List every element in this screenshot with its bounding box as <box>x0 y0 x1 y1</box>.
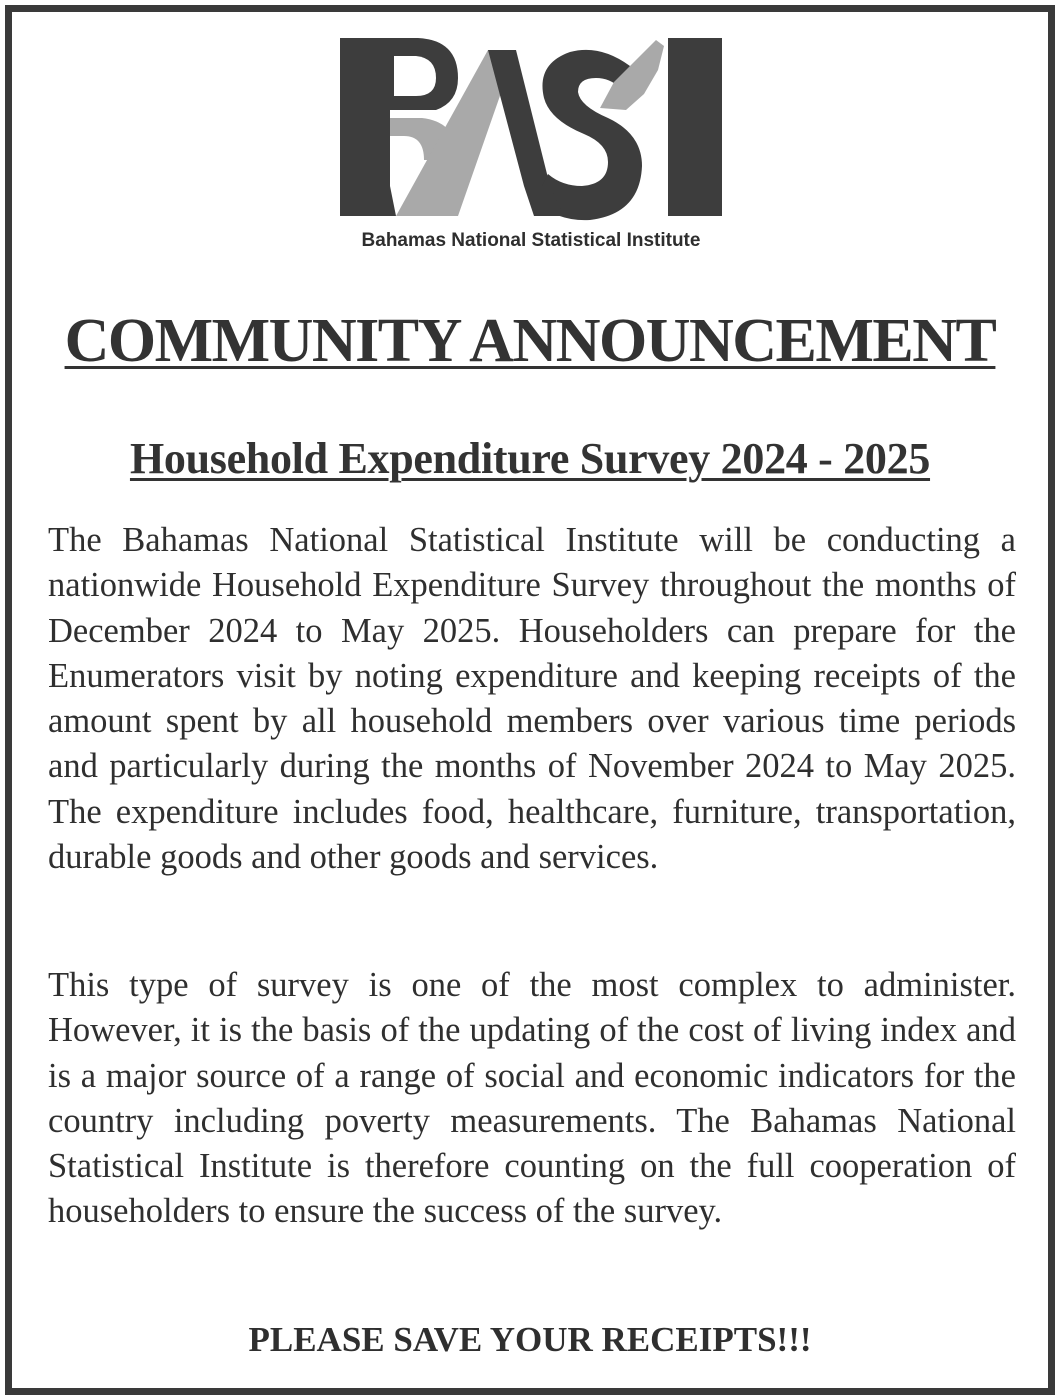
announcement-title-text: COMMUNITY ANNOUNCEMENT <box>64 307 996 375</box>
body-paragraph-2: This type of survey is one of the most complex to administer. However, it is the basis of the updating of the cost of living index and is a major source of a range of social and economic indicators for the country including poverty measurements. The Bahamas National Statistical Institute is therefore counting on the full cooperation of householders to ensure the success of the survey. <box>48 966 1016 1231</box>
logo-letter-i <box>668 38 722 216</box>
closing-callout: PLEASE SAVE YOUR RECEIPTS!!! <box>248 1320 812 1359</box>
basi-logo-mark <box>338 36 724 226</box>
logo-caption: Bahamas National Statistical Institute <box>361 230 701 251</box>
announcement-title <box>0 305 1060 377</box>
survey-subtitle <box>0 432 1060 486</box>
body-paragraph-1: The Bahamas National Statistical Institute will be conducting a nationwide Household Expenditure Survey throughout the months of December 2024 to May 2025. Householders can prepare for the Enumerators visit by noting expenditure and keeping receipts of the amount spent by all household members over various time periods and particularly during the months of November 2024 to May 2025. The expenditure includes food, healthcare, furniture, transportation, durable goods and other goods and services. <box>48 521 1016 877</box>
survey-subtitle-text: Household Expenditure Survey 2024 - 2025 <box>129 434 931 483</box>
basi-logo <box>338 36 724 258</box>
